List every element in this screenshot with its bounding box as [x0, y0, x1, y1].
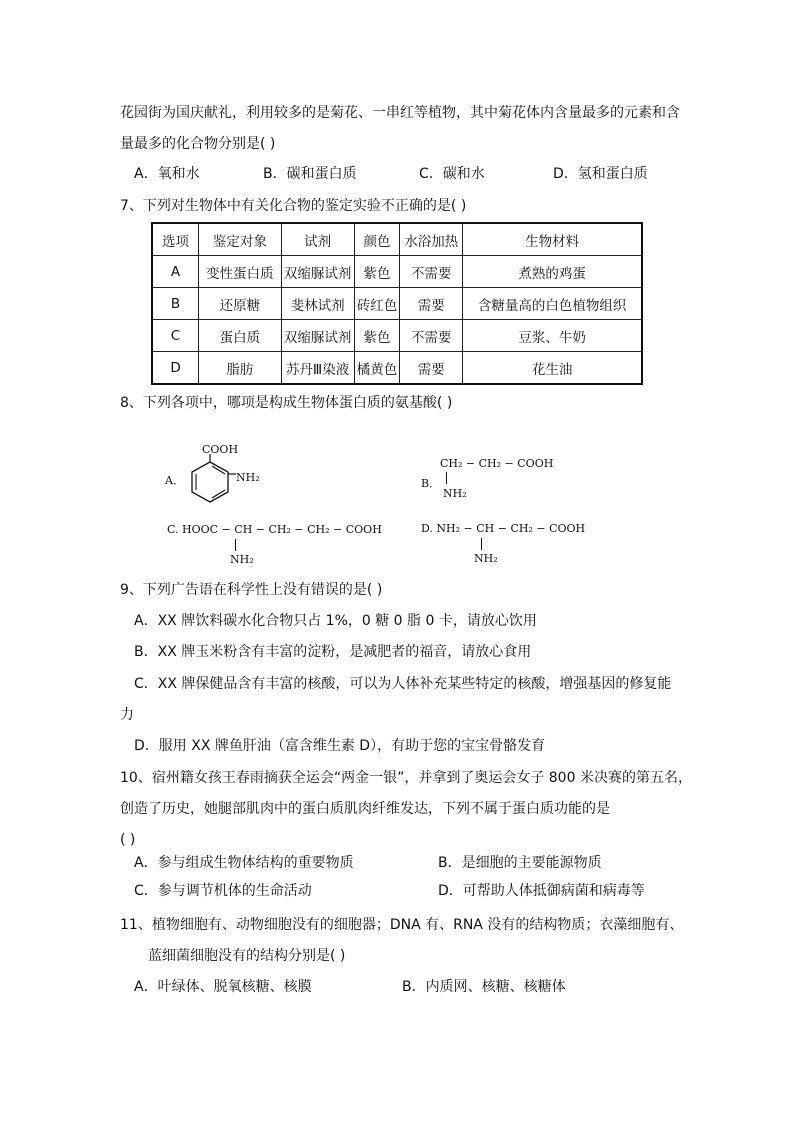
table-cell: 不需要	[400, 256, 463, 288]
q8-option-b-label: B．	[421, 477, 441, 490]
q8-stem: 8、下列各项中，哪项是构成生物体蛋白质的氨基酸( )	[120, 395, 453, 411]
q6-option-a: A．氧和水	[134, 166, 200, 182]
q9-option-d: D．服用 XX 牌鱼肝油（富含维生素 D），有助于您的宝宝骨骼发育	[134, 738, 546, 754]
table-cell: D	[152, 352, 199, 385]
table-cell: 蛋白质	[199, 320, 282, 352]
q6-option-b: B．碳和蛋白质	[263, 166, 357, 182]
q9-option-b: B．XX 牌玉米粉含有丰富的淀粉，是减肥者的福音，请放心食用	[134, 644, 532, 660]
table-cell: 双缩脲试剂	[281, 320, 354, 352]
table-header-cell: 鉴定对象	[199, 223, 282, 256]
q10-stem-line1: 10、宿州籍女孩王春雨摘获全运会“两金一银”，并拿到了奥运会女子 800 米决赛的第五名，	[120, 770, 692, 786]
q9-option-c-line1: C．XX 牌保健品含有丰富的核酸，可以为人体补充某些特定的核酸，增强基因的修复能	[134, 676, 672, 692]
table-row	[152, 320, 642, 352]
table-cell: C	[152, 320, 199, 352]
table-cell: 需要	[400, 352, 463, 385]
q8-option-d-nh2: NH₂	[474, 552, 498, 565]
table-cell: 苏丹Ⅲ染液	[281, 352, 354, 385]
table-row	[152, 256, 642, 288]
bond-line	[446, 472, 447, 484]
table-header-cell: 水浴加热	[400, 223, 463, 256]
table-cell: 不需要	[400, 320, 463, 352]
table-cell: 脂肪	[199, 352, 282, 385]
table-cell: 花生油	[463, 352, 642, 385]
table-cell: 需要	[400, 288, 463, 320]
q6-stem-line2: 量最多的化合物分别是( )	[120, 136, 276, 152]
table-row	[152, 352, 642, 385]
table-cell: 砖红色	[354, 288, 400, 320]
q10-option-c: C．参与调节机体的生命活动	[134, 883, 312, 899]
table-row	[152, 288, 642, 320]
q11-option-b: B．内质网、核糖、核糖体	[402, 979, 566, 995]
benzene-ring-icon	[184, 452, 240, 508]
q6-option-d: D．氢和蛋白质	[553, 166, 648, 182]
q10-option-b: B．是细胞的主要能源物质	[438, 855, 602, 871]
q9-option-a: A．XX 牌饮料碳水化合物只占 1%，0 糖 0 脂 0 卡，请放心饮用	[134, 613, 537, 629]
table-cell: 紫色	[354, 256, 400, 288]
q10-option-a: A．参与组成生物体结构的重要物质	[134, 855, 354, 871]
q6-stem-line1: 花园街为国庆献礼，利用较多的是菊花、一串红等植物，其中菊花体内含量最多的元素和含	[120, 105, 680, 121]
q10-stem-line3: ( )	[120, 832, 136, 848]
q9-option-c-line2: 力	[120, 707, 134, 723]
table-cell: 还原糖	[199, 288, 282, 320]
q8-option-a-label: A．	[165, 474, 184, 487]
table-cell: 变性蛋白质	[199, 256, 282, 288]
table-cell: A	[152, 256, 199, 288]
q8-option-a-nh2: NH₂	[236, 471, 260, 484]
table-header-cell: 试剂	[281, 223, 354, 256]
q9-stem: 9、下列广告语在科学性上没有错误的是( )	[120, 582, 383, 598]
bond-line	[235, 539, 236, 551]
q7-table	[151, 222, 643, 385]
q7-stem: 7、下列对生物体中有关化合物的鉴定实验不正确的是( )	[120, 198, 467, 214]
q10-option-d: D．可帮助人体抵御病菌和病毒等	[438, 883, 645, 899]
table-cell: 双缩脲试剂	[281, 256, 354, 288]
bond-line	[481, 538, 482, 550]
q8-option-b-chain: CH₂ − CH₂ − COOH	[440, 457, 554, 470]
table-header-row	[152, 223, 642, 256]
table-cell: 紫色	[354, 320, 400, 352]
table-header-cell: 选项	[152, 223, 199, 256]
table-cell: 斐林试剂	[281, 288, 354, 320]
q8-option-b-nh2: NH₂	[443, 487, 467, 500]
table-header-cell: 生物材料	[463, 223, 642, 256]
table-cell: 豆浆、牛奶	[463, 320, 642, 352]
q10-stem-line2: 创造了历史，她腿部肌肉中的蛋白质肌肉纤维发达，下列不属于蛋白质功能的是	[120, 801, 610, 817]
q11-option-a: A．叶绿体、脱氧核糖、核膜	[134, 979, 312, 995]
table-cell: 煮熟的鸡蛋	[463, 256, 642, 288]
table-cell: B	[152, 288, 199, 320]
table-cell: 橘黄色	[354, 352, 400, 385]
q8-option-c-chain: C. HOOC − CH − CH₂ − CH₂ − COOH	[167, 523, 382, 536]
table-cell: 含糖量高的白色植物组织	[463, 288, 642, 320]
q8-option-a-cooh: COOH	[202, 443, 239, 456]
q8-option-d-chain: D. NH₂ − CH − CH₂ − COOH	[421, 522, 586, 535]
q6-option-c: C．碳和水	[419, 166, 485, 182]
table-header-cell: 颜色	[354, 223, 400, 256]
q11-stem-line1: 11、植物细胞有、动物细胞没有的细胞器；DNA 有、RNA 没有的结构物质；衣藻细胞有、	[120, 917, 684, 933]
q8-option-c-nh2: NH₂	[230, 553, 254, 566]
q11-stem-line2: 蓝细菌细胞没有的结构分别是( )	[148, 948, 346, 964]
